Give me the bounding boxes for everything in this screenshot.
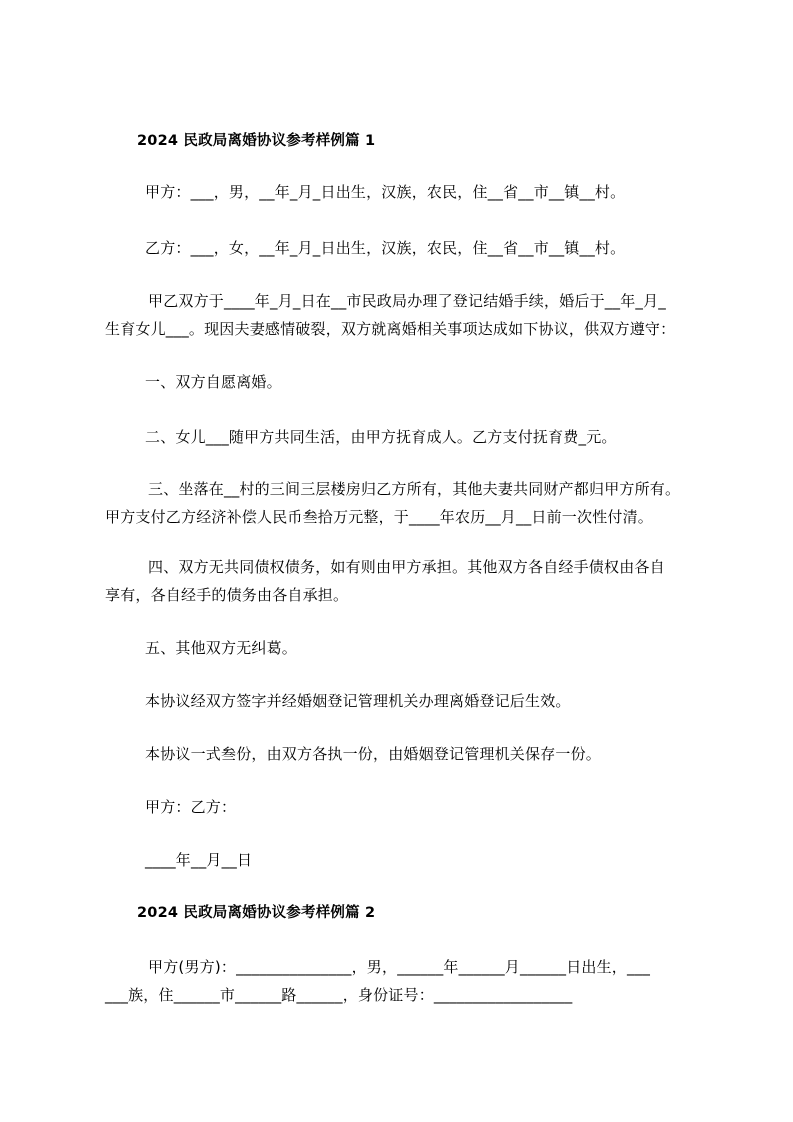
clause-3-line-1: 三、坐落在__村的三间三层楼房归乙方所有，其他夫妻共同财产都归甲方所有。 [148, 480, 681, 498]
clause-4-line-1: 四、双方无共同债权债务，如有则由甲方承担。其他双方各自经手债权由各自 [148, 558, 665, 576]
clause-1: 一、双方自愿离婚。 [145, 373, 282, 391]
effective-clause: 本协议经双方签字并经婚姻登记管理机关办理离婚登记后生效。 [145, 692, 571, 710]
date-line: ____年__月__日 [145, 851, 253, 869]
intro-paragraph-line-2: 生育女儿___。现因夫妻感情破裂，双方就离婚相关事项达成如下协议，供双方遵守： [105, 320, 676, 338]
copies-clause: 本协议一式叁份，由双方各执一份，由婚姻登记管理机关保存一份。 [145, 745, 602, 763]
clause-3-line-2: 甲方支付乙方经济补偿人民币叁拾万元整，于____年农历__月__日前一次性付清。 [105, 508, 654, 526]
clause-5: 五、其他双方无纠葛。 [145, 639, 298, 657]
intro-paragraph-line-1: 甲乙双方于____年_月_日在__市民政局办理了登记结婚手续，婚后于__年_月_ [148, 292, 667, 310]
section2-party-a-line-1: 甲方(男方)：_______________，男，______年______月______日出生，___ [148, 958, 651, 976]
signature-line: 甲方：乙方： [145, 798, 237, 816]
party-b-line: 乙方：___，女，__年_月_日出生，汉族，农民，住__省__市__镇__村。 [145, 239, 626, 257]
clause-4-line-2: 享有，各自经手的债务由各自承担。 [105, 586, 349, 604]
section2-party-a-line-2: ___族，住______市______路______，身份证号：__________________ [105, 986, 573, 1004]
section2-heading: 2024 民政局离婚协议参考样例篇 2 [137, 905, 376, 921]
party-a-line: 甲方：___，男，__年_月_日出生，汉族，农民，住__省__市__镇__村。 [145, 183, 626, 201]
section1-heading: 2024 民政局离婚协议参考样例篇 1 [137, 133, 376, 149]
clause-2: 二、女儿___随甲方共同生活，由甲方抚育成人。乙方支付抚育费_元。 [145, 428, 617, 446]
